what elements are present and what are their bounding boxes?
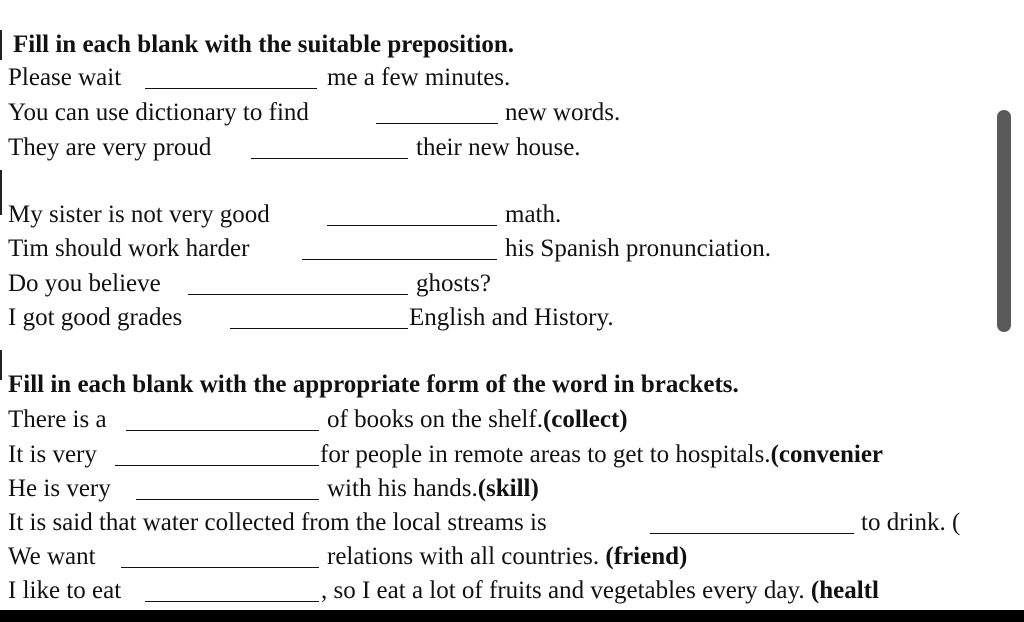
left-margin-bar xyxy=(0,170,2,215)
answer-blank[interactable] xyxy=(126,430,319,431)
line-text-before: They are very proud xyxy=(8,134,212,161)
line-text-before: There is a xyxy=(8,406,107,433)
line-text-after: relations with all countries. xyxy=(327,543,606,570)
line-text-before: My sister is not very good xyxy=(8,201,270,228)
section2-heading: Fill in each blank with the appropriate form of the word in brackets. xyxy=(8,371,739,398)
answer-blank[interactable] xyxy=(302,259,497,260)
vertical-scrollbar[interactable] xyxy=(997,110,1011,332)
line-text-before: Do you believe xyxy=(8,270,161,297)
line-text-after: to drink. ( xyxy=(861,509,961,536)
line-text-after: for people in remote areas to get to hospitals. xyxy=(320,441,771,468)
word-hint: (convenier xyxy=(770,441,884,468)
word-hint: (skill) xyxy=(477,475,539,502)
line-text-before: Please wait xyxy=(8,64,122,91)
line-text-after: math. xyxy=(505,201,562,228)
answer-blank[interactable] xyxy=(115,465,319,466)
answer-blank[interactable] xyxy=(145,88,317,89)
answer-blank[interactable] xyxy=(136,499,319,500)
word-hint: (friend) xyxy=(605,543,688,570)
left-margin-bar xyxy=(0,350,2,380)
section1-heading: Fill in each blank with the suitable preposition. xyxy=(13,31,515,58)
line-text-before: I got good grades xyxy=(8,304,183,331)
line-text-before: It is very xyxy=(8,441,97,468)
line-text-after: new words. xyxy=(505,99,621,126)
line-text-before: He is very xyxy=(8,475,111,502)
line-text-before: We want xyxy=(8,543,96,570)
answer-blank[interactable] xyxy=(230,328,408,329)
line-text-after: his Spanish pronunciation. xyxy=(505,235,771,262)
word-hint: (healtl xyxy=(810,577,879,604)
answer-blank[interactable] xyxy=(251,158,408,159)
line-text-before: It is said that water collected from the local streams is xyxy=(8,509,547,536)
answer-blank[interactable] xyxy=(121,567,319,568)
answer-blank[interactable] xyxy=(188,294,408,295)
bottom-edge-bar xyxy=(0,610,1024,622)
answer-blank[interactable] xyxy=(327,225,497,226)
answer-blank[interactable] xyxy=(650,533,854,534)
line-text-after: , so I eat a lot of fruits and vegetables every day. xyxy=(321,577,811,604)
line-text-before: Tim should work harder xyxy=(8,235,250,262)
line-text-after: their new house. xyxy=(416,134,581,161)
line-text-before: You can use dictionary to find xyxy=(8,99,309,126)
word-hint: (collect) xyxy=(542,406,628,433)
answer-blank[interactable] xyxy=(376,123,498,124)
line-text-after: me a few minutes. xyxy=(327,64,511,91)
line-text-after: English and History. xyxy=(409,304,614,331)
line-text-after: of books on the shelf. xyxy=(327,406,543,433)
line-text-before: I like to eat xyxy=(8,577,122,604)
line-text-after: ghosts? xyxy=(416,270,491,297)
line-text-after: with his hands. xyxy=(327,475,478,502)
answer-blank[interactable] xyxy=(145,601,319,602)
left-margin-bar xyxy=(0,30,2,60)
